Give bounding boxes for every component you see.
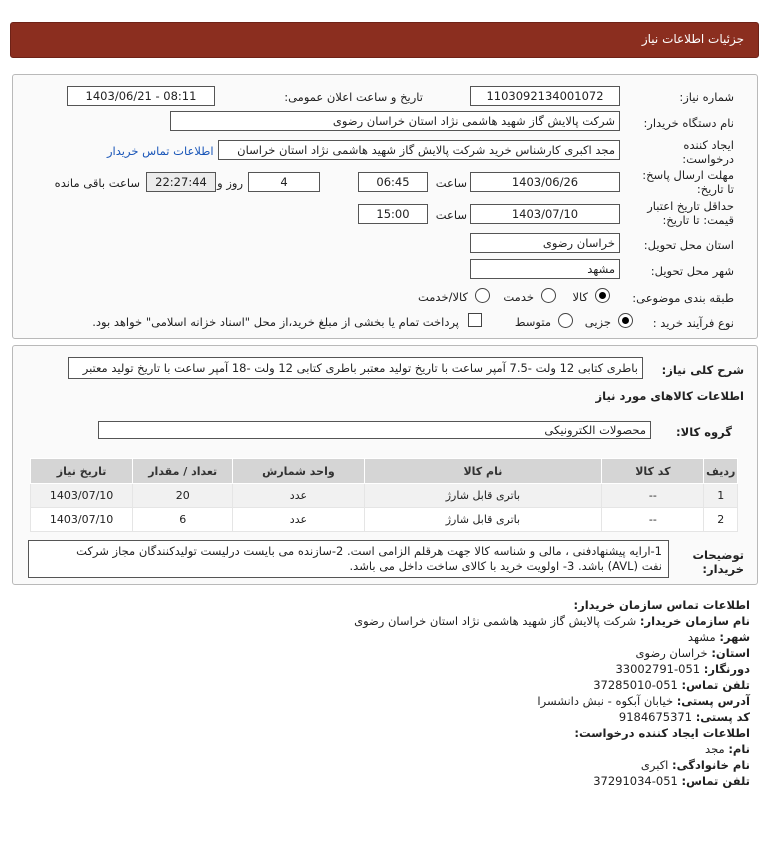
- col-header-unit: واحد شمارش: [233, 459, 364, 484]
- summary-field: باطری کتابی 12 ولت -7.5 آمپر ساعت با تاریخ تولید معتبر باطری کتابی 12 ولت -18 آمپر ساعت با تاریخ تولید معتبر: [68, 357, 643, 379]
- contact-province-label: استان:: [711, 646, 750, 660]
- need-number-label: شماره نیاز:: [679, 90, 734, 104]
- cell-qty: 20: [133, 484, 233, 508]
- cell-qty: 6: [133, 508, 233, 532]
- cell-name: باتری قابل شارژ: [364, 484, 602, 508]
- contact-postal-value: 9184675371: [618, 710, 693, 724]
- creator-info-title: اطلاعات ایجاد کننده درخواست:: [574, 726, 750, 740]
- page-header: [10, 22, 759, 58]
- creator-family-value: اکبری: [640, 758, 669, 772]
- items-table: [30, 458, 738, 532]
- buyer-notes-line-2: نفت (AVL) باشد. 3- اولویت خرید با کالای ساخت داخل می باشد.: [349, 559, 662, 573]
- cell-unit: عدد: [233, 484, 364, 508]
- contact-org-value: شرکت پالایش گاز شهید هاشمی نژاد استان خراسان رضوی: [354, 614, 637, 628]
- cell-name: باتری قابل شارژ: [364, 508, 602, 532]
- cell-unit: عدد: [233, 508, 364, 532]
- contact-address-label: آدرس پستی:: [676, 694, 750, 708]
- remaining-label: ساعت باقی مانده: [54, 176, 140, 190]
- reply-time-field: 06:45: [358, 172, 428, 192]
- category-label: طبقه بندی موضوعی:: [632, 291, 734, 305]
- creator-phone-label: تلفن تماس:: [681, 774, 750, 788]
- contact-phone: [593, 678, 750, 692]
- col-header-code: کد کالا: [602, 459, 704, 484]
- days-label: روز و: [217, 176, 243, 190]
- validity-label-2: قیمت: تا تاریخ:: [662, 213, 734, 227]
- contact-address-value: خیابان آبکوه - نبش دانشسرا: [537, 694, 674, 708]
- creator-family-label: نام خانوادگی:: [672, 758, 750, 772]
- creator-phone-value: 051-37291034: [593, 774, 678, 788]
- announce-label: تاریخ و ساعت اعلان عمومی:: [284, 90, 423, 104]
- contact-phone-value: 051-37285010: [593, 678, 678, 692]
- contact-province: [636, 646, 751, 660]
- goods-info-title: اطلاعات کالاهای مورد نیاز: [595, 389, 744, 403]
- validity-time-label: ساعت: [435, 208, 467, 222]
- buyer-org-label: نام دستگاه خریدار:: [643, 116, 734, 130]
- contact-fax-label: دورنگار:: [703, 662, 750, 676]
- contact-city-label: شهر:: [719, 630, 750, 644]
- treasury-payment-note: پرداخت تمام یا بخشی از مبلغ خرید،از محل "اسناد خزانه اسلامی" خواهد بود.: [92, 315, 459, 329]
- reply-date-field: 1403/06/26: [470, 172, 620, 192]
- summary-label: شرح کلی نیاز:: [661, 363, 744, 377]
- cell-row: 1: [704, 484, 738, 508]
- process-label: نوع فرآیند خرید :: [652, 316, 734, 330]
- cell-date: 1403/07/10: [31, 508, 133, 532]
- buyer-contact-link[interactable]: اطلاعات تماس خریدار: [107, 144, 214, 158]
- contact-city: [688, 630, 750, 644]
- reply-deadline-label-2: تا تاریخ:: [696, 182, 734, 196]
- category-option-goods: کالا: [572, 290, 588, 304]
- col-header-date: تاریخ نیاز: [31, 459, 133, 484]
- creator-label-2: درخواست:: [682, 152, 734, 166]
- contact-org: [354, 614, 750, 628]
- category-radio-service[interactable]: [541, 288, 556, 303]
- creator-name-label: نام:: [728, 742, 750, 756]
- province-field: خراسان رضوی: [470, 233, 620, 253]
- creator-label-1: ایجاد کننده: [683, 138, 734, 152]
- cell-row: 2: [704, 508, 738, 532]
- validity-label-1: حداقل تاریخ اعتبار: [647, 199, 734, 213]
- contact-title: اطلاعات تماس سازمان خریدار:: [573, 598, 750, 612]
- days-field: 4: [248, 172, 320, 192]
- reply-deadline-label-1: مهلت ارسال پاسخ:: [642, 168, 734, 182]
- contact-org-label: نام سازمان خریدار:: [639, 614, 750, 628]
- need-number-field: 1103092134001072: [470, 86, 620, 106]
- col-header-qty: تعداد / مقدار: [133, 459, 233, 484]
- page-title: جزئیات اطلاعات نیاز: [641, 32, 744, 46]
- creator-family: [641, 758, 750, 772]
- contact-city-value: مشهد: [687, 630, 716, 644]
- contact-fax-value: 051-33002791: [615, 662, 701, 676]
- col-header-row: ردیف: [704, 459, 738, 484]
- process-radio-minor[interactable]: [618, 313, 633, 328]
- category-radio-goods-service[interactable]: [475, 288, 490, 303]
- process-option-medium: متوسط: [514, 315, 551, 329]
- city-field: مشهد: [470, 259, 620, 279]
- table-row: [31, 508, 738, 532]
- contact-phone-label: تلفن تماس:: [681, 678, 750, 692]
- contact-province-value: خراسان رضوی: [635, 646, 708, 660]
- creator-name: [705, 742, 750, 756]
- process-radio-medium[interactable]: [558, 313, 573, 328]
- treasury-payment-checkbox[interactable]: [468, 313, 482, 327]
- buyer-notes-label-2: خریدار:: [702, 562, 744, 576]
- announce-field: 1403/06/21 - 08:11: [67, 86, 215, 106]
- category-option-goods-service: کالا/خدمت: [417, 290, 468, 304]
- category-radio-goods[interactable]: [595, 288, 610, 303]
- buyer-notes-box: [28, 540, 669, 578]
- cell-date: 1403/07/10: [31, 484, 133, 508]
- reply-time-label: ساعت: [435, 176, 467, 190]
- contact-address: [537, 694, 750, 708]
- contact-postal-label: کد پستی:: [695, 710, 750, 724]
- cell-code: --: [602, 508, 704, 532]
- buyer-notes-line-1: 1-ارایه پیشنهادفنی ، مالی و شناسه کالا جهت هرقلم الزامی است. 2-سازنده می بایست درلیست تولیدکنندگان مجاز شرکت: [76, 544, 662, 558]
- province-label: استان محل تحویل:: [643, 238, 734, 252]
- buyer-org-field: شرکت پالایش گاز شهید هاشمی نژاد استان خراسان رضوی: [170, 111, 620, 131]
- contact-postal: [619, 710, 750, 724]
- creator-name-value: مجد: [705, 742, 725, 756]
- table-row: [31, 484, 738, 508]
- buyer-notes-label-1: توضیحات: [692, 548, 744, 562]
- goods-group-label: گروه کالا:: [676, 425, 732, 439]
- creator-phone: [593, 774, 750, 788]
- remaining-time-field: 22:27:44: [146, 172, 216, 192]
- creator-field: مجد اکبری کارشناس خرید شرکت پالایش گاز شهید هاشمی نژاد استان خراسان: [218, 140, 620, 160]
- col-header-name: نام کالا: [364, 459, 602, 484]
- validity-date-field: 1403/07/10: [470, 204, 620, 224]
- validity-time-field: 15:00: [358, 204, 428, 224]
- process-option-minor: جزیی: [584, 315, 611, 329]
- goods-group-field: محصولات الکترونیکی: [98, 421, 651, 439]
- contact-fax: [615, 662, 750, 676]
- cell-code: --: [602, 484, 704, 508]
- items-table-header: [31, 459, 738, 484]
- city-label: شهر محل تحویل:: [650, 264, 734, 278]
- category-option-service: خدمت: [503, 290, 534, 304]
